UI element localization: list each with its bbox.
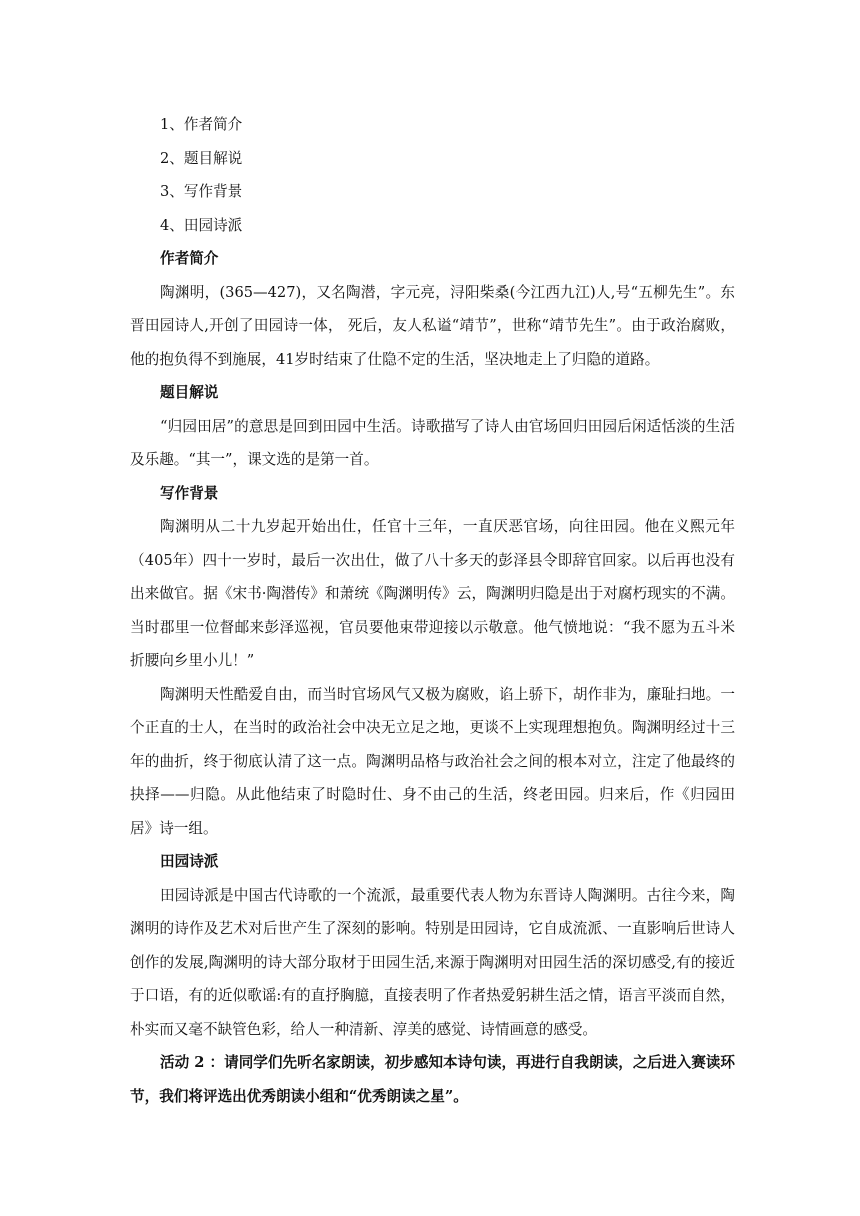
section-heading-school: 田园诗派: [160, 853, 219, 870]
activity-instruction: 活动 2 ：请同学们先听名家朗读，初步感知本诗句读，再进行自我朗读，之后进入赛读环节，我们将评选出优秀朗读小组和“优秀朗读之星”。: [130, 1054, 735, 1105]
background-paragraph: 陶渊明从二十九岁起开始出仕，任官十三年，一直厌恶官场，向往田园。他在义熙元年（405年）四十一岁时，最后一次出仕，做了八十多天的彭泽县令即辞官回家。以后再也没有出来做官。据《宋书·陶潜传》和萧统《陶渊明传》云，陶渊明归隐是出于对腐朽现实的不满。当时郡里一位督邮来彭泽巡视，官员要他束带迎接以示敬意。他气愤地说：“我不愿为五斗米折腰向乡里小儿！”: [130, 518, 735, 669]
outline-item: 1、作者简介: [160, 116, 243, 133]
author-paragraph: 陶渊明，(365—427)，又名陶潜，字元亮，浔阳柴桑(今江西九江)人,号“五柳先生”。东晋田园诗人,开创了田园诗一体， 死后，友人私谥“靖节”，世称“靖节先生”。由于政治腐败，他的抱负得不到施展，41岁时结束了仕隐不定的生活，坚决地走上了归隐的道路。: [130, 283, 735, 368]
school-paragraph: 田园诗派是中国古代诗歌的一个流派，最重要代表人物为东晋诗人陶渊明。古往今来，陶渊明的诗作及艺术对后世产生了深刻的影响。特别是田园诗，它自成流派、一直影响后世诗人创作的发展,陶渊明的诗大部分取材于田园生活,来源于陶渊明对田园生活的深切感受,有的接近于口语，有的近似歌谣:有的直抒胸臆，直接表明了作者热爱躬耕生活之情，语言平淡而自然，朴实而又毫不缺管色彩，给人一种清新、淳美的感觉、诗情画意的感受。: [130, 886, 735, 1038]
outline-item: 3、写作背景: [160, 183, 243, 200]
outline-item: 4、田园诗派: [160, 216, 243, 234]
background-paragraph: 陶渊明天性酷爱自由，而当时官场风气又极为腐败，谄上骄下，胡作非为，廉耻扫地。一个正直的士人，在当时的政治社会中决无立足之地，更谈不上实现理想抱负。陶渊明经过十三年的曲折，终于彻底认清了这一点。陶渊明品格与政治社会之间的根本对立，注定了他最终的抉择——归隐。从此他结束了时隐时仕、身不由己的生活，终老田园。归来后，作《归园田居》诗一组。: [130, 685, 735, 837]
section-heading-author: 作者简介: [160, 250, 219, 267]
document-page: [130, 108, 735, 1113]
section-heading-background: 写作背景: [160, 484, 219, 502]
title-paragraph: “归园田居”的意思是回到田园中生活。诗歌描写了诗人由官场回归田园后闲适恬淡的生活及乐趣。“其一”，课文选的是第一首。: [130, 417, 735, 468]
outline-item: 2、题目解说: [160, 149, 243, 167]
section-heading-title: 题目解说: [160, 384, 219, 401]
